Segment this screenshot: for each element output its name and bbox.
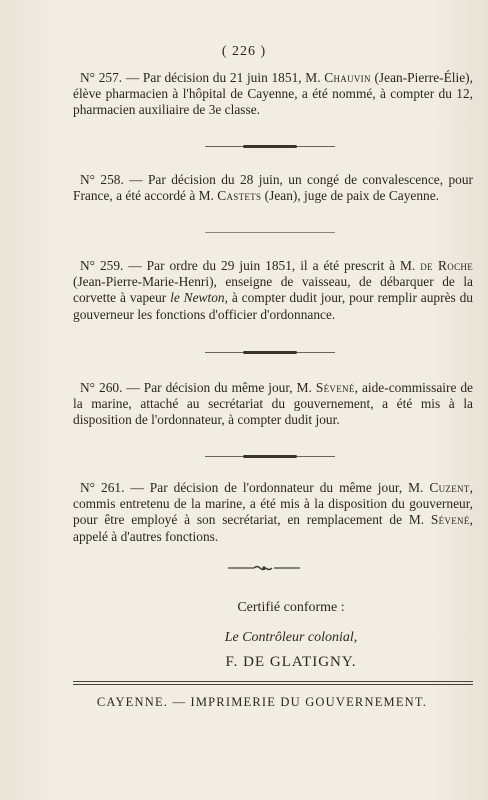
person-name: de Roche: [420, 258, 473, 273]
entry-260: [73, 380, 473, 429]
person-name: Sévené: [430, 512, 470, 528]
separator-rule: [205, 232, 335, 236]
person-name: Chauvin: [324, 70, 371, 85]
person-name: Sévené: [315, 380, 355, 395]
printer-imprint: CAYENNE. — IMPRIMERIE DU GOUVERNEMENT.: [96, 695, 428, 709]
entry-rest: , aide-commissaire de la marine, attaché au secrétariat du gouvernement, a été mis à la disposition de l'ordonnateur, à compter dudit jour.: [73, 380, 474, 428]
entry-text: [73, 480, 473, 545]
entry-lead: N° 257. — Par décision du 21 juin 1851, M.: [80, 70, 325, 85]
signatory-title: Le Contrôleur colonial,: [224, 630, 358, 645]
entry-text: [73, 70, 473, 119]
entry-text: [73, 172, 473, 204]
separator-ornament: [205, 146, 335, 150]
ship-name: le Newton: [170, 290, 225, 306]
entry-258: [73, 172, 473, 204]
entry-middle: (Jean-Pierre-Marie-Henri), enseigne de vaisseau, de débarquer de la corvette à vapeur: [73, 274, 473, 306]
signatory-name: F. DE GLATIGNY.: [225, 654, 357, 670]
entry-rest: (Jean-Pierre-Élie), élève pharmacien à l'hôpital de Cayenne, a été nommé, à compter du 12, pharmacien auxiliaire de 3e classe.: [73, 70, 473, 118]
entry-261: [73, 480, 473, 545]
entry-lead: N° 260. — Par décision du même jour, M.: [80, 380, 316, 395]
footer-rule-thin: [73, 684, 473, 685]
entry-text: [73, 380, 473, 429]
wave-ornament: [228, 565, 300, 571]
separator-ornament: [205, 352, 335, 356]
person-name: Cuzent: [429, 480, 470, 495]
entry-lead: N° 258. — Par décision du 28 juin, un congé de convalescence, pour France, a été accordé à M.: [73, 172, 473, 204]
entry-text: [73, 258, 473, 323]
footer-rule-thick: [73, 681, 473, 682]
page-number: ( 226 ): [221, 44, 267, 59]
entry-rest: , à compter dudit jour, pour remplir auprès du gouverneur les fonctions d'officier d'ordonnance.: [73, 290, 473, 322]
person-name: Castets: [217, 188, 262, 204]
entry-257: [73, 70, 473, 119]
entry-rest: , appelé à d'autres fonctions.: [73, 512, 473, 544]
separator-ornament: [205, 456, 335, 460]
entry-259: [73, 258, 473, 323]
entry-lead: N° 259. — Par ordre du 29 juin 1851, il a été prescrit à M.: [80, 258, 421, 273]
entry-lead: N° 261. — Par décision de l'ordonnateur du même jour, M.: [80, 480, 430, 495]
certification-line: Certifié conforme :: [237, 600, 345, 615]
entry-middle: , commis entretenu de la marine, a été mis à la disposition du gouverneur, pour être employé à son secrétariat, en remplacement de M.: [73, 480, 473, 528]
entry-rest: (Jean), juge de paix de Cayenne.: [261, 188, 440, 204]
